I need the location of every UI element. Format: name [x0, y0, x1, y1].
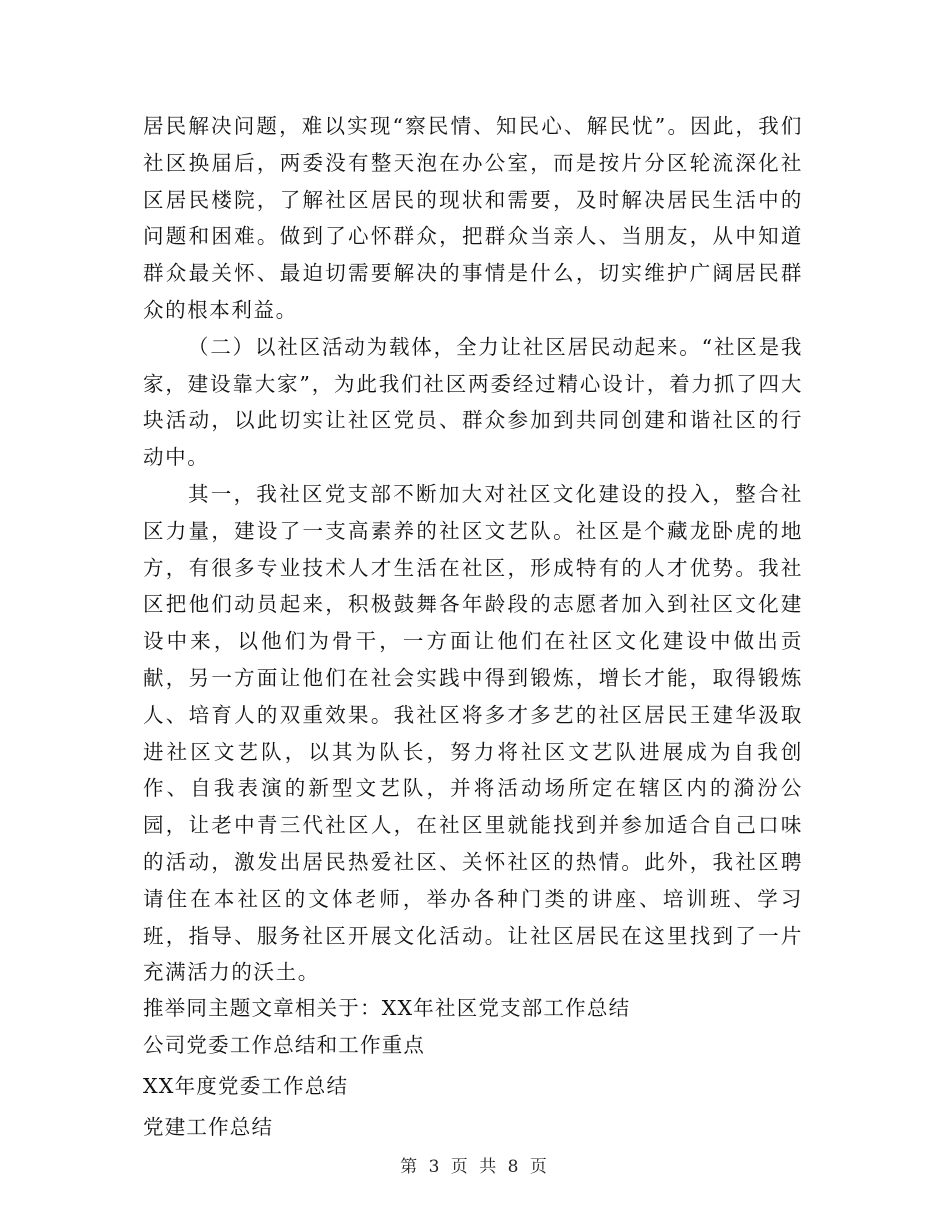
related-articles: [143, 991, 803, 1148]
related-articles-heading[interactable]: 推举同主题文章相关于：XX年社区党支部工作总结: [143, 996, 631, 1021]
body-paragraph-3: 其一，我社区党支部不断加大对社区文化建设的投入，整合社区力量，建设了一支高素养的社区文艺队。社区是个藏龙卧虎的地方，有很多专业技术人才生活在社区，形成特有的人才优势。我社区把他们动员起来，积极鼓舞各年龄段的志愿者加入到社区文化建设中来，以他们为骨干，一方面让他们在社区文化建设中做出贡献，另一方面让他们在社会实践中得到锻炼，增长才能，取得锻炼人、培育人的双重效果。我社区将多才多艺的社区居民王建华汲取进社区文艺队，以其为队长，努力将社区文艺队进展成为自我创作、自我表演的新型文艺队，并将活动场所定在辖区内的漪汾公园，让老中青三代社区人，在社区里就能找到并参加适合自己口味的活动，激发出居民热爱社区、关怀社区的热情。此外，我社区聘请住在本社区的文体老师，举办各种门类的讲座、培训班、学习班，指导、服务社区开展文化活动。让社区居民在这里找到了一片充满活力的沃土。: [143, 481, 803, 985]
body-paragraph-1: 居民解决问题，难以实现“察民情、知民心、解民忧”。因此，我们社区换届后，两委没有整天泡在办公室，而是按片分区轮流深化社区居民楼院，了解社区居民的现状和需要，及时解决居民生活中的问题和困难。做到了心怀群众，把群众当亲人、当朋友，从中知道群众最关怀、最迫切需要解决的事情是什么，切实维护广阔居民群众的根本利益。: [143, 114, 803, 322]
related-article-link[interactable]: 公司党委工作总结和工作重点: [143, 1033, 426, 1058]
body-paragraph-2: （二）以社区活动为载体，全力让社区居民动起来。“社区是我家，建设靠大家”，为此我们社区两委经过精心设计，着力抓了四大块活动，以此切实让社区党员、群众参加到共同创建和谐社区的行动中。: [143, 334, 803, 470]
related-article-link[interactable]: XX年度党委工作总结: [143, 1074, 349, 1099]
related-article-link[interactable]: 党建工作总结: [143, 1115, 274, 1140]
page-number-footer: 第 3 页 共 8 页: [400, 1157, 550, 1177]
document-body: [143, 108, 803, 1148]
